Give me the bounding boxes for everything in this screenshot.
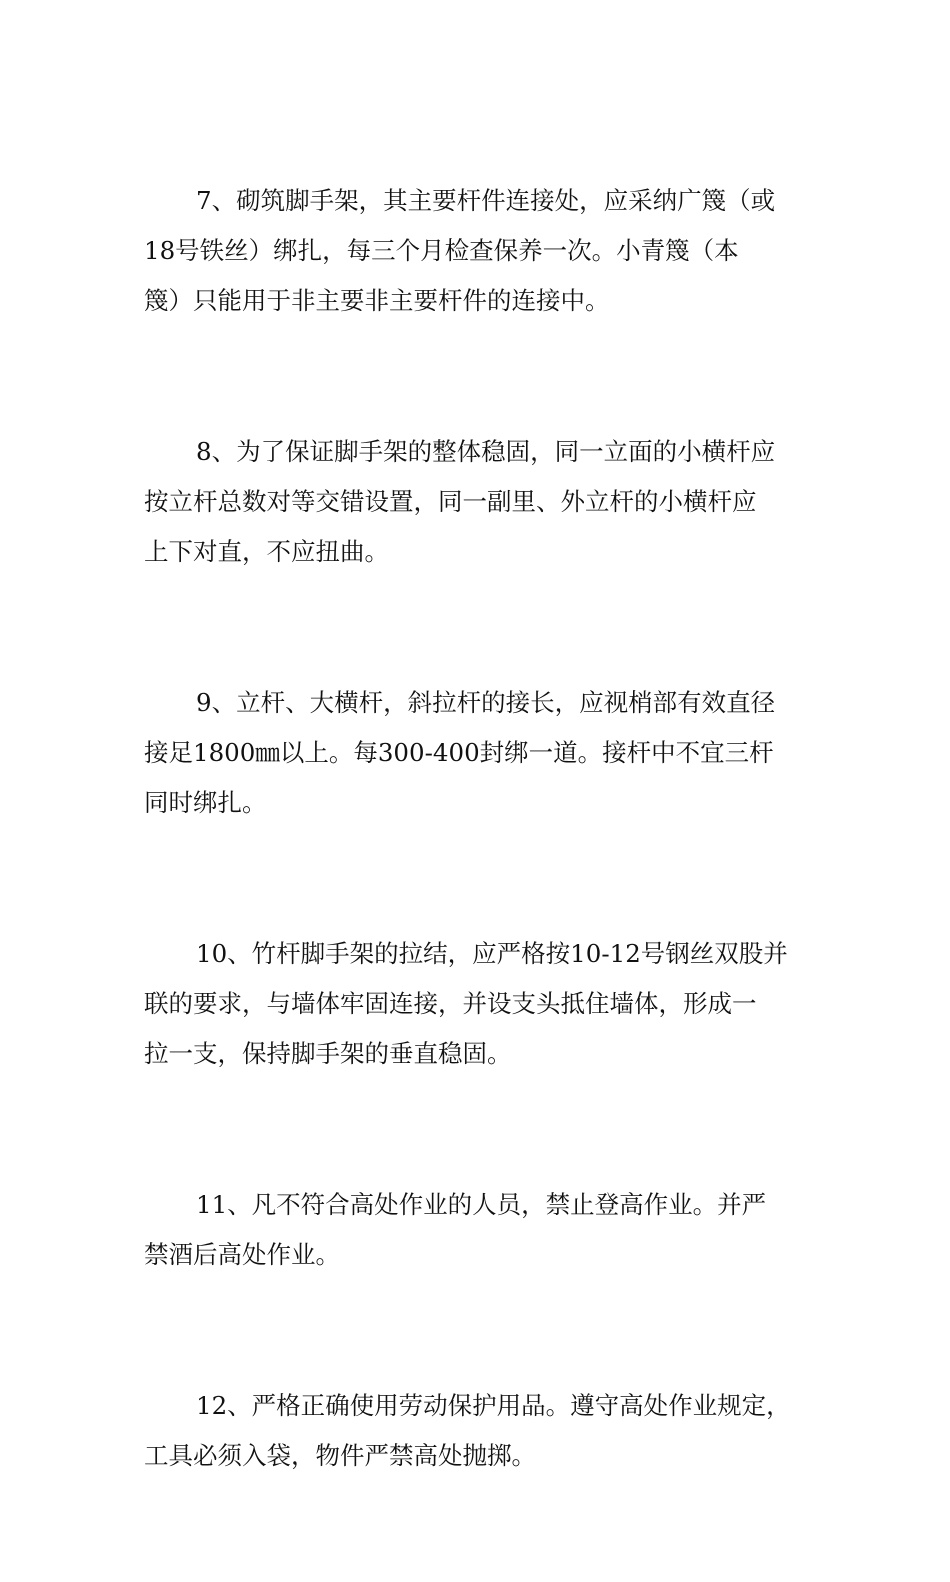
paragraph-line: 18号铁丝）绑扎，每三个月检查保养一次。小青篾（本 — [144, 236, 739, 265]
paragraph-line: 7、砌筑脚手架，其主要杆件连接处，应采纳广篾（或 — [196, 186, 776, 215]
paragraph-line: 11、凡不符合高处作业的人员，禁止登高作业。并严 — [196, 1190, 767, 1219]
paragraph-item-9 — [144, 678, 812, 828]
paragraph-line: 8、为了保证脚手架的整体稳固，同一立面的小横杆应 — [196, 437, 776, 466]
paragraph-line: 上下对直，不应扭曲。 — [144, 537, 389, 566]
paragraph-line: 12、严格正确使用劳动保护用品。遵守高处作业规定， — [196, 1391, 791, 1420]
paragraph-line: 拉一支，保持脚手架的垂直稳固。 — [144, 1039, 512, 1068]
paragraph-item-8 — [144, 427, 812, 577]
paragraph-item-10 — [144, 929, 812, 1079]
paragraph-line: 联的要求，与墙体牢固连接，并设支头抵住墙体，形成一 — [144, 989, 757, 1018]
paragraph-item-12 — [144, 1381, 812, 1481]
paragraph-line: 10、竹杆脚手架的拉结，应严格按10-12号钢丝双股并 — [196, 939, 788, 968]
paragraph-item-11 — [144, 1180, 812, 1280]
paragraph-item-7 — [144, 176, 812, 326]
paragraph-line: 9、立杆、大横杆，斜拉杆的接长，应视梢部有效直径 — [196, 688, 776, 717]
paragraph-line: 禁酒后高处作业。 — [144, 1240, 340, 1269]
document-body — [144, 176, 812, 1582]
paragraph-line: 同时绑扎。 — [144, 788, 267, 817]
paragraph-line: 工具必须入袋，物件严禁高处抛掷。 — [144, 1441, 536, 1470]
paragraph-line: 按立杆总数对等交错设置，同一副里、外立杆的小横杆应 — [144, 487, 757, 516]
paragraph-line: 接足1800㎜以上。每300-400封绑一道。接杆中不宜三杆 — [144, 738, 774, 767]
paragraph-line: 篾）只能用于非主要非主要杆件的连接中。 — [144, 286, 610, 315]
